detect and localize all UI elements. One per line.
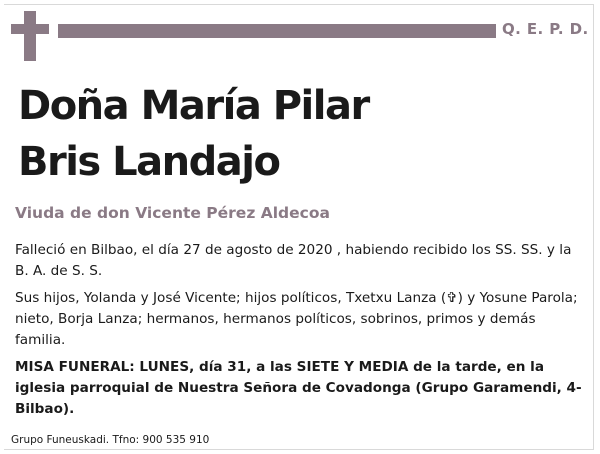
death-notice-paragraph: Falleció en Bilbao, el día 27 de agosto de 2020 , habiendo recibido los SS. SS. y la B. A. de S. S. (15, 242, 572, 279)
widow-subtitle: Viuda de don Vicente Pérez Aldecoa (15, 204, 330, 222)
qepd-label: Q. E. P. D. (502, 20, 589, 38)
funeral-agency-footer: Grupo Funeuskadi. Tfno: 900 535 910 (11, 434, 210, 446)
deceased-name (18, 78, 369, 190)
header-rule (58, 24, 496, 38)
funeral-paragraph: MISA FUNERAL: LUNES, día 31, a las SIETE Y MEDIA de la tarde, en la iglesia parroquial de Nuestra Señora de Covadonga (Grupo Garamendi, 4-Bilbao). (15, 359, 582, 417)
deceased-name-line2: Bris Landajo (18, 139, 280, 185)
latin-cross-icon (11, 11, 49, 61)
family-paragraph: Sus hijos, Yolanda y José Vicente; hijos políticos, Txetxu Lanza (✞) y Yosune Parola; nieto, Borja Lanza; hermanos, hermanos políticos, sobrinos, primos y demás familia. (15, 290, 578, 348)
deceased-name-line1: Doña María Pilar (18, 83, 369, 129)
